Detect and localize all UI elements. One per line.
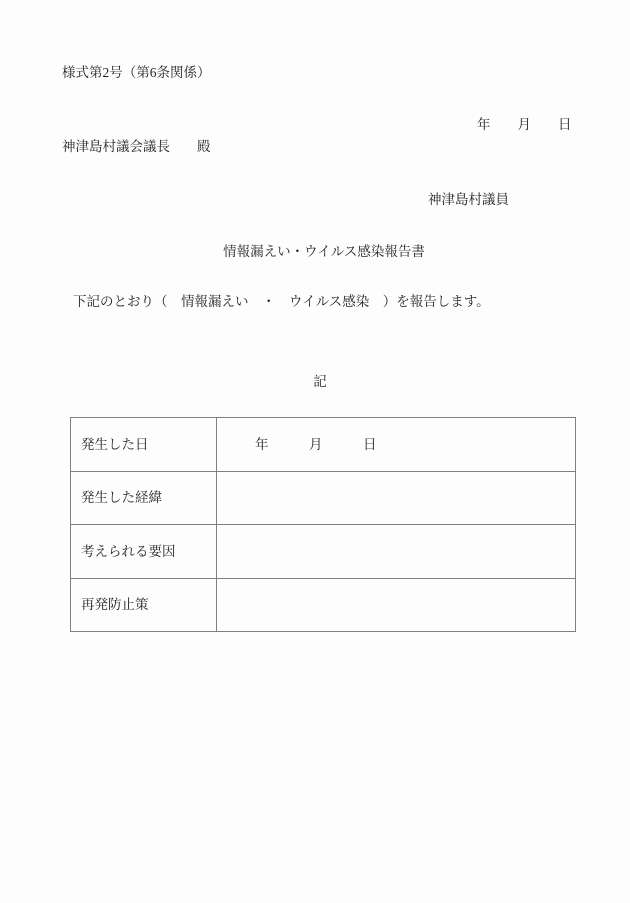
row-label-occurrence-date: 発生した日 bbox=[71, 418, 217, 472]
table-row bbox=[71, 525, 576, 579]
table-row bbox=[71, 471, 576, 525]
ki-marker: 記 bbox=[313, 374, 327, 389]
incident-table bbox=[70, 417, 576, 632]
addressee-line: 神津島村議会議長 殿 bbox=[62, 139, 211, 154]
table-row bbox=[71, 418, 576, 472]
row-value-possible-causes bbox=[217, 525, 576, 579]
sender-line: 神津島村議員 bbox=[428, 192, 509, 207]
table-row bbox=[71, 578, 576, 632]
row-value-prevention-measures bbox=[217, 578, 576, 632]
date-line: 年 月 日 bbox=[477, 117, 572, 132]
document-title: 情報漏えい・ウイルス感染報告書 bbox=[223, 244, 425, 259]
row-label-possible-causes: 考えられる要因 bbox=[71, 525, 217, 579]
row-value-occurrence-date: 年 月 日 bbox=[217, 418, 576, 472]
row-value-circumstances bbox=[217, 471, 576, 525]
row-label-circumstances: 発生した経緯 bbox=[71, 471, 217, 525]
report-statement: 下記のとおり（ 情報漏えい ・ ウイルス感染 ）を報告します。 bbox=[73, 294, 490, 309]
form-number: 様式第2号（第6条関係） bbox=[62, 65, 211, 80]
row-label-prevention-measures: 再発防止策 bbox=[71, 578, 217, 632]
